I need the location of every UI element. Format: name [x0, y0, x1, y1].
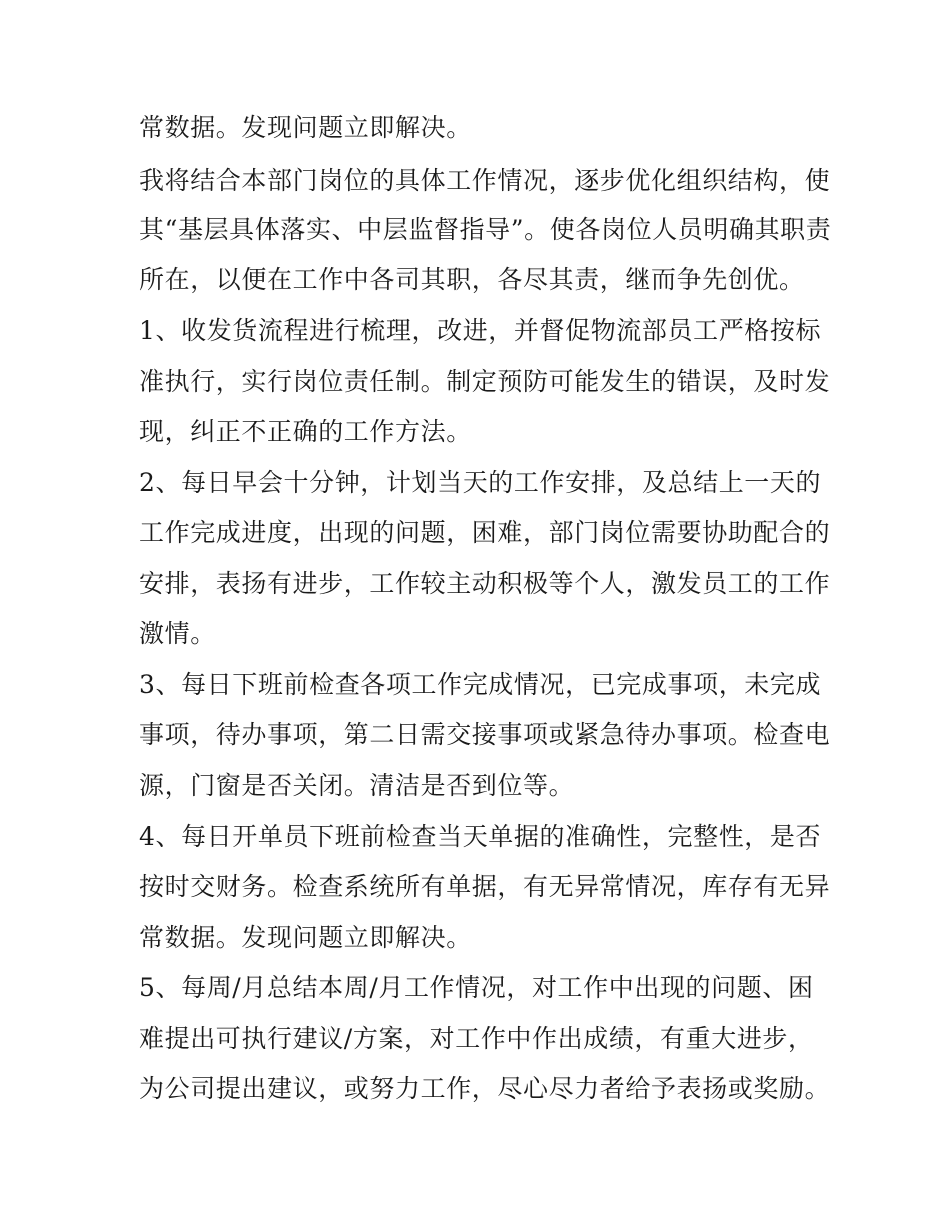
- text-line: 常数据。发现问题立即解决。: [139, 113, 472, 142]
- text-line: 激情。: [139, 619, 216, 648]
- text-line: 安排，表扬有进步，工作较主动积极等个人，激发员工的工作: [139, 569, 831, 598]
- text-line: 4、每日开单员下班前检查当天单据的准确性，完整性，是否: [139, 822, 822, 851]
- text-line: 我将结合本部门岗位的具体工作情况，逐步优化组织结构，使: [139, 166, 831, 195]
- text-line: 难提出可执行建议/方案，对工作中作出成绩，有重大进步，: [139, 1024, 814, 1053]
- text-line: 其“基层具体落实、中层监督指导”。使各岗位人员明确其职责: [139, 215, 832, 244]
- text-line: 按时交财务。检查系统所有单据，有无异常情况，库存有无异: [139, 872, 831, 901]
- text-line: 为公司提出建议，或努力工作，尽心尽力者给予表扬或奖励。: [139, 1074, 831, 1103]
- text-line: 准执行，实行岗位责任制。制定预防可能发生的错误，及时发: [139, 367, 831, 396]
- text-line: 源，门窗是否关闭。清洁是否到位等。: [139, 771, 575, 800]
- text-line: 1、收发货流程进行梳理，改进，并督促物流部员工严格按标: [139, 316, 822, 345]
- text-line: 2、每日早会十分钟，计划当天的工作安排，及总结上一天的: [139, 468, 822, 497]
- text-line: 现，纠正不正确的工作方法。: [139, 417, 472, 446]
- text-line: 工作完成进度，出现的问题，困难，部门岗位需要协助配合的: [139, 518, 831, 547]
- text-line: 5、每周/月总结本周/月工作情况，对工作中出现的问题、困: [139, 973, 814, 1002]
- text-line: 事项，待办事项，第二日需交接事项或紧急待办事项。检查电: [139, 720, 831, 749]
- text-line: 常数据。发现问题立即解决。: [139, 923, 472, 952]
- text-line: 3、每日下班前检查各项工作完成情况，已完成事项，未完成: [139, 670, 822, 699]
- text-line: 所在，以便在工作中各司其职，各尽其责，继而争先创优。: [139, 265, 805, 294]
